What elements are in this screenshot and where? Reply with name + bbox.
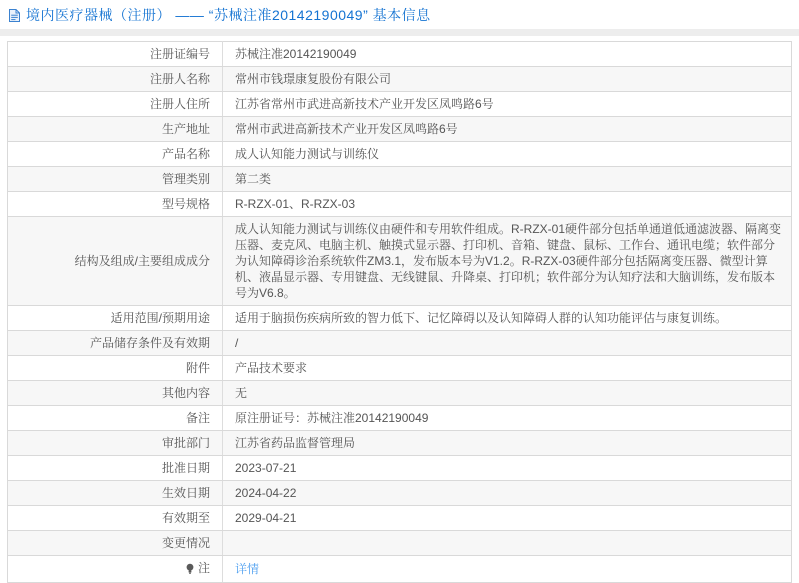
field-label-text: 产品储存条件及有效期	[89, 336, 210, 350]
field-value-text: 第二类	[235, 172, 272, 186]
field-label-text: 变更情况	[161, 536, 210, 550]
field-label-text: 注册证编号	[149, 47, 210, 61]
field-value	[223, 117, 792, 142]
registration-info-table	[7, 41, 792, 583]
field-value	[223, 406, 792, 431]
field-label-text: 生效日期	[161, 486, 210, 500]
field-value	[223, 331, 792, 356]
field-label	[8, 481, 223, 506]
field-label	[8, 531, 223, 556]
table-row	[8, 192, 792, 217]
field-value-text: 常州市钱璟康复股份有限公司	[235, 72, 392, 86]
field-label	[8, 456, 223, 481]
document-icon	[8, 8, 21, 23]
table-row	[8, 431, 792, 456]
field-value-text: /	[235, 336, 239, 350]
table-row	[8, 456, 792, 481]
field-value-text: 江苏省药品监督管理局	[235, 436, 356, 450]
field-label	[8, 306, 223, 331]
field-value	[223, 92, 792, 117]
table-row	[8, 556, 792, 583]
field-value-text: 2029-04-21	[235, 511, 297, 525]
field-value-text: R-RZX-01、R-RZX-03	[235, 197, 356, 211]
field-label	[8, 142, 223, 167]
field-value-text: 适用于脑损伤疾病所致的智力低下、记忆障碍以及认知障碍人群的认知功能评估与康复训练。	[235, 311, 728, 325]
table-row	[8, 217, 792, 306]
field-value-text: 苏械注准20142190049	[235, 47, 357, 61]
field-label-text: 审批部门	[161, 436, 210, 450]
field-label	[8, 506, 223, 531]
field-label	[8, 42, 223, 67]
table-row	[8, 42, 792, 67]
field-value-text: 江苏省常州市武进高新技术产业开发区凤鸣路6号	[235, 97, 494, 111]
field-label-text: 注册人名称	[149, 72, 210, 86]
field-label-text: 生产地址	[161, 122, 210, 136]
field-value	[223, 456, 792, 481]
field-value-text: 成人认知能力测试与训练仪	[235, 147, 380, 161]
field-label	[8, 406, 223, 431]
field-label	[8, 67, 223, 92]
field-label	[8, 167, 223, 192]
field-value	[223, 381, 792, 406]
field-label	[8, 92, 223, 117]
field-value	[223, 142, 792, 167]
field-label-text: 注	[197, 561, 210, 575]
table-row	[8, 406, 792, 431]
field-value	[223, 167, 792, 192]
field-label-text: 注册人住所	[149, 97, 210, 111]
header-divider	[0, 29, 799, 36]
table-row	[8, 381, 792, 406]
field-label	[8, 556, 223, 583]
field-value	[223, 356, 792, 381]
table-row	[8, 142, 792, 167]
field-label	[8, 356, 223, 381]
field-label-text: 适用范围/预期用途	[110, 311, 210, 325]
table-row	[8, 306, 792, 331]
field-value	[223, 42, 792, 67]
field-label-text: 有效期至	[161, 511, 210, 525]
table-row	[8, 67, 792, 92]
field-label	[8, 192, 223, 217]
bulb-icon	[185, 563, 195, 575]
field-value	[223, 481, 792, 506]
field-label	[8, 331, 223, 356]
table-row	[8, 117, 792, 142]
field-value	[223, 192, 792, 217]
table-row	[8, 531, 792, 556]
field-value-text: 常州市武进高新技术产业开发区凤鸣路6号	[235, 122, 458, 136]
page-header	[0, 0, 799, 29]
field-value-text: 成人认知能力测试与训练仪由硬件和专用软件组成。R-RZX-01硬件部分包括单通道低通滤波器、隔离变压器、麦克风、电脑主机、触摸式显示器、打印机、音箱、键盘、鼠标、工作台、通讯电缆；软件部分为认知障碍诊治系统软件ZM3.1，发布版本号为V1.2。R-RZX-03硬件部分包括隔离变压器、微型计算机、液晶显示器、专用键盘、无线键鼠、升降桌、打印机；软件部分为认知疗法和大脑训练，发布版本号为V6.8。	[235, 222, 782, 300]
field-label-text: 其他内容	[161, 386, 210, 400]
field-value	[223, 556, 792, 583]
field-label	[8, 117, 223, 142]
field-label-text: 批准日期	[161, 461, 210, 475]
table-row	[8, 356, 792, 381]
field-label	[8, 217, 223, 306]
table-row	[8, 167, 792, 192]
field-value	[223, 67, 792, 92]
field-label-text: 结构及组成/主要组成成分	[74, 254, 210, 268]
field-value	[223, 431, 792, 456]
page-title: 境内医疗器械（注册） —— “苏械注准20142190049” 基本信息	[26, 7, 431, 23]
field-value-text: 原注册证号：苏械注准20142190049	[235, 411, 429, 425]
field-label	[8, 431, 223, 456]
field-label-text: 型号规格	[161, 197, 210, 211]
table-row	[8, 331, 792, 356]
field-value-text: 2023-07-21	[235, 461, 297, 475]
field-value	[223, 531, 792, 556]
details-link[interactable]: 详情	[235, 562, 260, 576]
field-label	[8, 381, 223, 406]
field-value	[223, 506, 792, 531]
table-row	[8, 92, 792, 117]
field-value-text: 产品技术要求	[235, 361, 308, 375]
field-label-text: 管理类别	[161, 172, 210, 186]
table-row	[8, 481, 792, 506]
field-label-text: 附件	[185, 361, 210, 375]
field-value	[223, 306, 792, 331]
field-label-text: 产品名称	[161, 147, 210, 161]
field-value-text: 无	[235, 386, 248, 400]
field-label-text: 备注	[185, 411, 210, 425]
field-value	[223, 217, 792, 306]
field-value-text: 2024-04-22	[235, 486, 297, 500]
table-row	[8, 506, 792, 531]
